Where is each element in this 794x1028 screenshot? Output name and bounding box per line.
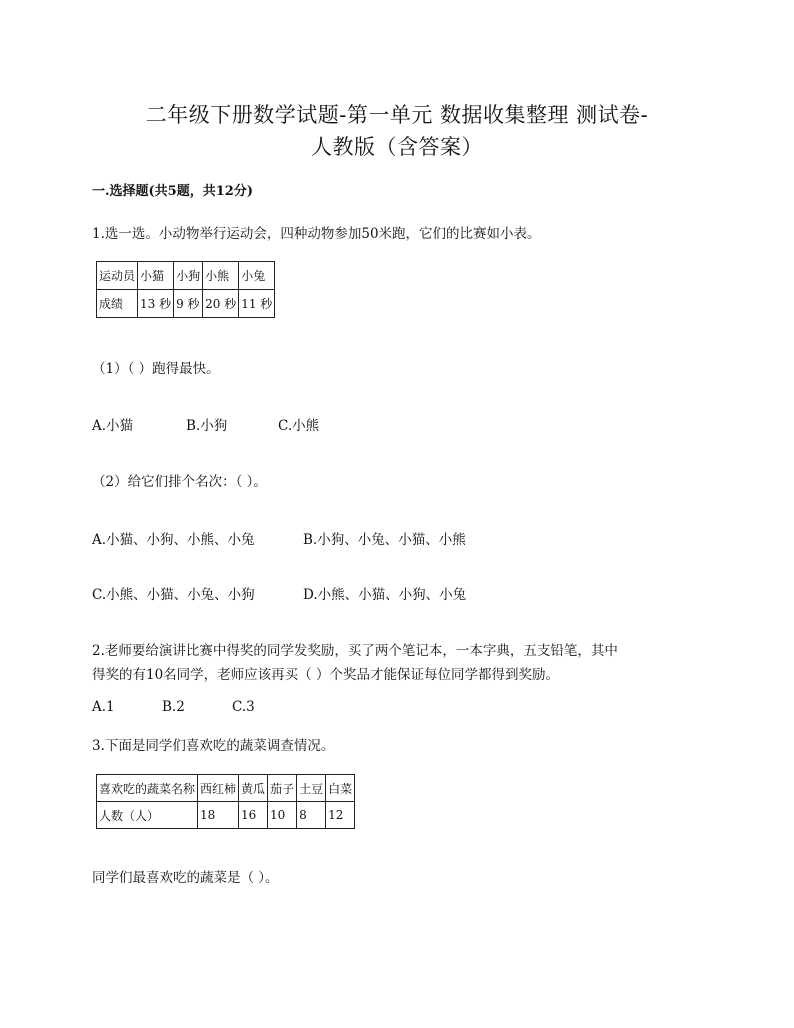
question-3-stem: 3.下面是同学们喜欢吃的蔬菜调查情况。 bbox=[92, 738, 335, 754]
option-c: C.小熊、小猫、小兔、小狗 bbox=[92, 587, 255, 603]
option-a: A.小猫、小狗、小熊、小兔 bbox=[92, 532, 255, 548]
table-cell: 运动员 bbox=[97, 262, 138, 290]
table-row bbox=[97, 775, 355, 802]
option-c: C.3 bbox=[232, 699, 255, 715]
option-a: A.1 bbox=[92, 699, 115, 715]
table-cell: 8 bbox=[297, 802, 326, 829]
question-2-line-1: 2.老师要给演讲比赛中得奖的同学发奖励，买了两个笔记本，一本字典，五支铅笔，其中 bbox=[92, 643, 618, 659]
question-3-ask: 同学们最喜欢吃的蔬菜是（ ）。 bbox=[92, 870, 279, 886]
section-heading: 一.选择题(共5题，共12分) bbox=[92, 184, 253, 199]
table-row bbox=[97, 262, 275, 290]
option-b: B.小狗 bbox=[186, 418, 228, 434]
table-cell: 18 bbox=[198, 802, 239, 829]
vegetable-survey-table bbox=[96, 774, 355, 829]
table-cell: 西红柿 bbox=[198, 775, 239, 802]
table-cell: 小兔 bbox=[239, 262, 275, 290]
table-cell: 9 秒 bbox=[174, 290, 203, 318]
table-cell: 10 bbox=[268, 802, 297, 829]
table-row bbox=[97, 290, 275, 318]
question-1-sub-2: （2）给它们排个名次：（ ）。 bbox=[92, 474, 267, 490]
option-b: B.小狗、小兔、小猫、小熊 bbox=[303, 532, 466, 548]
table-cell: 20 秒 bbox=[203, 290, 239, 318]
table-cell: 土豆 bbox=[297, 775, 326, 802]
table-cell: 喜欢吃的蔬菜名称 bbox=[97, 775, 198, 802]
table-cell: 成绩 bbox=[97, 290, 138, 318]
document-title-line-1: 二年级下册数学试题-第一单元 数据收集整理 测试卷- bbox=[145, 103, 649, 127]
option-a: A.小猫 bbox=[92, 418, 134, 434]
table-cell: 11 秒 bbox=[239, 290, 275, 318]
table-cell: 16 bbox=[239, 802, 268, 829]
option-c: C.小熊 bbox=[278, 418, 320, 434]
table-cell: 小熊 bbox=[203, 262, 239, 290]
question-1-sub-1: （1）（ ）跑得最快。 bbox=[92, 361, 220, 377]
race-results-table bbox=[96, 261, 275, 318]
table-cell: 人数（人） bbox=[97, 802, 198, 829]
table-row bbox=[97, 802, 355, 829]
question-2-line-2: 得奖的有10名同学，老师应该再买（ ）个奖品才能保证每位同学都得到奖励。 bbox=[92, 667, 559, 683]
question-1-stem: 1.选一选。小动物举行运动会，四种动物参加50米跑，它们的比赛如小表。 bbox=[92, 226, 541, 242]
table-cell: 黄瓜 bbox=[239, 775, 268, 802]
table-cell: 小猫 bbox=[138, 262, 174, 290]
table-cell: 小狗 bbox=[174, 262, 203, 290]
table-cell: 茄子 bbox=[268, 775, 297, 802]
table-cell: 白菜 bbox=[326, 775, 355, 802]
table-cell: 13 秒 bbox=[138, 290, 174, 318]
option-b: B.2 bbox=[162, 699, 185, 715]
option-d: D.小熊、小猫、小狗、小兔 bbox=[303, 587, 467, 603]
table-cell: 12 bbox=[326, 802, 355, 829]
document-title-line-2: 人教版（含答案） bbox=[311, 135, 483, 159]
